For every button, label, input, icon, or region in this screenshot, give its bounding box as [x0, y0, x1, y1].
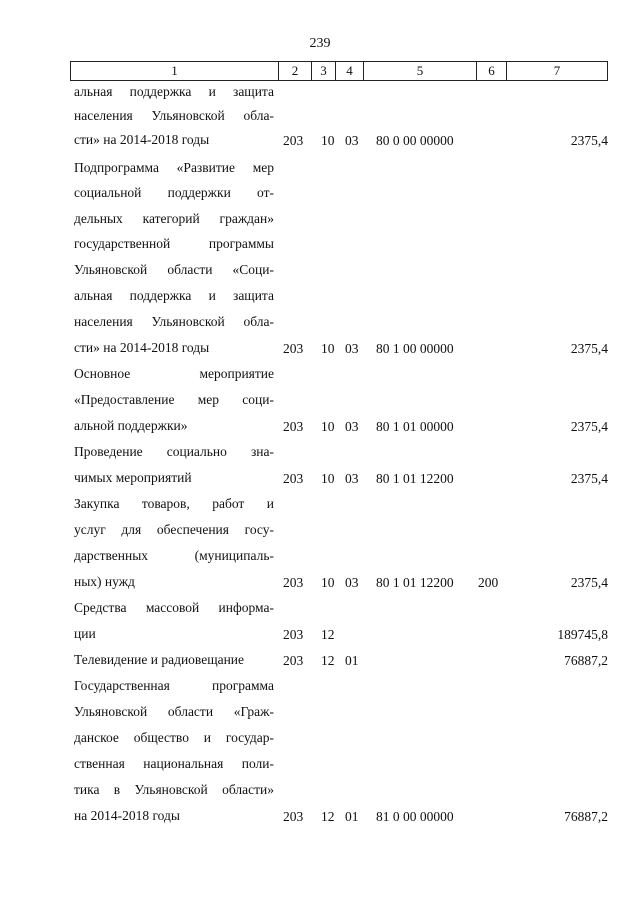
- cell-c3: 12: [321, 809, 335, 824]
- cell-c3: 10: [321, 419, 335, 434]
- row-text-line: альная поддержка и защита: [74, 84, 274, 99]
- cell-c3: 10: [321, 471, 335, 486]
- cell-c5: 81 0 00 00000: [376, 809, 454, 824]
- page-number: 239: [309, 36, 331, 51]
- header-col-2: 2: [278, 62, 311, 80]
- row-text-line: сти» на 2014-2018 годы: [74, 132, 210, 147]
- cell-c4: 03: [345, 471, 359, 486]
- row-text-line: Подпрограмма «Развитие мер: [74, 160, 274, 175]
- row-text-line: Телевидение и радиовещание: [74, 652, 245, 667]
- header-col-6: 6: [476, 62, 506, 80]
- row-text-line: ственная национальная поли-: [74, 756, 274, 771]
- cell-c4: 01: [345, 653, 359, 668]
- row-text-line: ных) нужд: [74, 574, 135, 589]
- row-text-line: тика в Ульяновской области»: [74, 782, 274, 797]
- row-text-line: сти» на 2014-2018 годы: [74, 340, 210, 355]
- cell-c2: 203: [283, 575, 304, 590]
- row-text-line: населения Ульяновской обла-: [74, 108, 274, 123]
- header-col-7: 7: [506, 62, 607, 80]
- row-text-line: Средства массовой информа-: [74, 600, 274, 615]
- row-text-line: на 2014-2018 годы: [74, 808, 180, 823]
- cell-c2: 203: [283, 419, 304, 434]
- header-col-3: 3: [311, 62, 335, 80]
- row-text-line: чимых мероприятий: [74, 470, 192, 485]
- row-text-line: дельных категорий граждан»: [74, 211, 274, 226]
- row-text-line: данское общество и государ-: [74, 730, 274, 745]
- cell-c3: 10: [321, 133, 335, 148]
- header-col-4: 4: [335, 62, 363, 80]
- row-text-line: населения Ульяновской обла-: [74, 314, 274, 329]
- row-text-line: государственной программы: [74, 236, 274, 251]
- cell-c7: 2375,4: [570, 133, 608, 148]
- cell-c4: 01: [345, 809, 359, 824]
- cell-c7: 2375,4: [570, 575, 608, 590]
- cell-c2: 203: [283, 809, 304, 824]
- cell-c2: 203: [283, 653, 304, 668]
- row-text-line: Ульяновской области «Граж-: [74, 704, 274, 719]
- cell-c7: 76887,2: [564, 809, 608, 824]
- row-text-line: Закупка товаров, работ и: [74, 496, 274, 511]
- cell-c5: 80 1 01 12200: [376, 471, 454, 486]
- cell-c5: 80 1 01 12200: [376, 575, 454, 590]
- cell-c7: 2375,4: [570, 471, 608, 486]
- row-text-line: Ульяновской области «Соци-: [74, 262, 274, 277]
- row-text-line: альной поддержки»: [74, 418, 188, 433]
- row-text-line: Проведение социально зна-: [74, 444, 274, 459]
- cell-c4: 03: [345, 133, 359, 148]
- row-text-line: дарственных (муниципаль-: [74, 548, 274, 563]
- row-text-line: социальной поддержки от-: [74, 185, 274, 200]
- row-text-line: альная поддержка и защита: [74, 288, 274, 303]
- header-col-5: 5: [363, 62, 476, 80]
- cell-c4: 03: [345, 419, 359, 434]
- cell-c3: 12: [321, 627, 335, 642]
- cell-c3: 12: [321, 653, 335, 668]
- cell-c7: 189745,8: [557, 627, 608, 642]
- cell-c6: 200: [478, 575, 499, 590]
- cell-c4: 03: [345, 341, 359, 356]
- cell-c2: 203: [283, 471, 304, 486]
- cell-c3: 10: [321, 341, 335, 356]
- cell-c5: 80 1 00 00000: [376, 341, 454, 356]
- header-col-1: 1: [171, 63, 178, 78]
- row-text-line: Основное мероприятие: [74, 366, 274, 381]
- row-text-line: ции: [74, 626, 96, 641]
- cell-c5: 80 1 01 00000: [376, 419, 454, 434]
- cell-c2: 203: [283, 133, 304, 148]
- cell-c7: 2375,4: [570, 341, 608, 356]
- cell-c7: 2375,4: [570, 419, 608, 434]
- cell-c5: 80 0 00 00000: [376, 133, 454, 148]
- cell-c2: 203: [283, 341, 304, 356]
- row-text-line: услуг для обеспечения госу-: [74, 522, 274, 537]
- cell-c4: 03: [345, 575, 359, 590]
- row-text-line: «Предоставление мер соци-: [74, 392, 274, 407]
- table-header: [70, 61, 608, 81]
- row-text-line: Государственная программа: [74, 678, 274, 693]
- cell-c2: 203: [283, 627, 304, 642]
- cell-c7: 76887,2: [564, 653, 608, 668]
- cell-c3: 10: [321, 575, 335, 590]
